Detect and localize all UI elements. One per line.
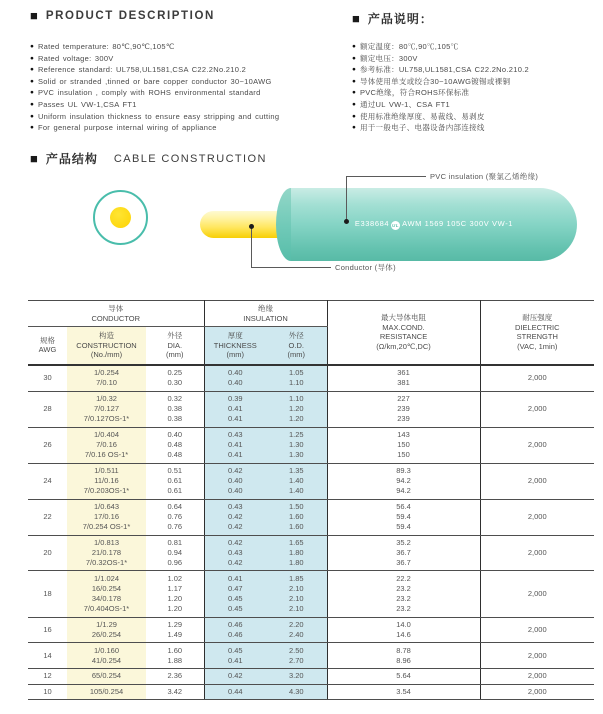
cell-resistance: 5.64 [327,669,480,685]
bullet-icon: ● [30,54,34,62]
cell-resistance: 143 150 150 [327,427,480,463]
bullet-icon: ● [30,100,34,108]
cable-construction-header [30,150,267,167]
bullet-text: Reference standard: UL758,UL1581,CSA C22.2No.210.2 [37,65,247,75]
cell-od: 3.20 [266,669,327,685]
ul-logo-icon: UL [392,223,400,228]
bullet-text: 通过UL VW-1、CSA FT1 [359,99,450,109]
header-insulation-group: 绝缘 INSULATION [204,301,327,327]
cell-dielectric: 2,000 [480,669,594,685]
conductor-leader-dot [249,224,254,229]
header-conductor-group: 导体 CONDUCTOR [28,301,204,327]
cell-awg: 14 [28,643,67,669]
cell-thickness: 0.46 0.46 [204,617,266,643]
cell-thickness: 0.42 0.43 0.42 [204,535,266,571]
table-row [28,391,594,427]
cell-od: 2.50 2.70 [266,643,327,669]
cell-od: 1.10 1.20 1.20 [266,391,327,427]
table-group-header-row [28,301,594,327]
bullet-item [30,87,355,99]
cable-print-cert-number: E338684 [354,219,390,228]
bullet-text: 额定温度：80℃,90℃,105℃ [359,42,459,51]
cell-dielectric: 2,000 [480,571,594,617]
bullet-item [30,76,355,88]
cell-construction: 1/0.813 21/0.178 7/0.32OS-1* [67,535,146,571]
pvc-leader-line-vertical [346,176,347,221]
cell-construction: 1/0.404 7/0.16 7/0.16 OS-1* [67,427,146,463]
cell-construction: 1/0.511 11/0.16 7/0.203OS-1* [67,463,146,499]
cell-dia: 0.64 0.76 0.76 [146,499,204,535]
cell-dia: 0.32 0.38 0.38 [146,391,204,427]
header-thickness: 厚度 THICKNESS (mm) [204,327,266,365]
description-list-en [30,41,355,134]
cell-dia: 2.36 [146,669,204,685]
table-row [28,571,594,617]
bullet-icon: ● [352,54,356,62]
spec-table [28,300,594,700]
bullet-item [30,99,355,111]
bullet-icon: ● [30,77,34,85]
bullet-item [352,122,603,134]
cell-dielectric: 2,000 [480,365,594,391]
cell-thickness: 0.39 0.41 0.41 [204,391,266,427]
bullet-icon: ● [352,77,356,85]
product-description-cn-header [352,10,433,27]
header-max-resistance: 最大导体电阻 MAX.COND. RESISTANCE (Ω/km,20℃,DC) [327,301,480,365]
construction-title-cn: 产品结构 [45,152,98,166]
cell-dia: 0.40 0.48 0.48 [146,427,204,463]
cell-awg: 22 [28,499,67,535]
product-description-cn-title: 产品说明： [367,12,433,26]
product-description-header [30,10,215,22]
header-od: 外径 O.D. (mm) [266,327,327,365]
pvc-insulation-label: PVC insulation (聚氯乙烯绝缘) [430,172,539,181]
bullet-text: PVC绝缘，符合ROHS环保标准 [359,88,470,98]
cell-resistance: 3.54 [327,684,480,700]
bullet-item [30,53,355,65]
bullet-icon: ● [352,100,356,108]
bullet-text: Rated temperature: 80℃,90℃,105℃ [37,42,175,51]
bullet-item [352,64,603,76]
bullet-item [352,53,603,65]
cable-print [291,219,577,230]
conductor-leader-line-horizontal [251,267,331,268]
bullet-icon: ● [352,112,356,120]
pvc-leader-line-horizontal [346,176,426,177]
cell-dielectric: 2,000 [480,499,594,535]
product-description-title: PRODUCT DESCRIPTION [45,10,215,22]
bullet-item [30,41,355,53]
bullet-icon: ● [30,124,34,132]
section-square-icon: ■ [352,10,360,26]
cell-dia: 1.02 1.17 1.20 1.20 [146,571,204,617]
bullet-icon: ● [30,66,34,74]
cell-dielectric: 2,000 [480,643,594,669]
conductor-leader-line-vertical [251,226,252,268]
table-row [28,463,594,499]
cell-dia: 0.25 0.30 [146,365,204,391]
pvc-leader-dot [344,219,349,224]
cell-dielectric: 2,000 [480,617,594,643]
bullet-text: 参考标准：UL758,UL1581,CSA C22.2No.210.2 [359,65,530,75]
cell-od: 1.65 1.80 1.80 [266,535,327,571]
header-dia: 外径 DIA. (mm) [146,327,204,365]
cell-dielectric: 2,000 [480,463,594,499]
bullet-icon: ● [30,43,34,50]
cell-awg: 26 [28,427,67,463]
cross-section-conductor-core [110,207,131,228]
bullet-text: PVC insulation , comply with ROHS environmental standard [37,88,261,98]
bullet-icon: ● [352,124,356,132]
cell-od: 4.30 [266,684,327,700]
spec-table-body [28,365,594,700]
cell-dielectric: 2,000 [480,391,594,427]
section-square-icon: ■ [30,150,38,166]
cell-dia: 1.60 1.88 [146,643,204,669]
bullet-icon: ● [352,89,356,97]
cell-dielectric: 2,000 [480,535,594,571]
cell-od: 1.35 1.40 1.40 [266,463,327,499]
cell-awg: 18 [28,571,67,617]
cell-resistance: 22.2 23.2 23.2 23.2 [327,571,480,617]
cell-resistance: 8.78 8.96 [327,643,480,669]
bullet-item [30,122,355,134]
cell-od: 2.20 2.40 [266,617,327,643]
cell-od: 1.50 1.60 1.60 [266,499,327,535]
bullet-text: Passes UL VW-1,CSA FT1 [37,99,137,109]
cell-awg: 20 [28,535,67,571]
cell-dia: 0.51 0.61 0.61 [146,463,204,499]
cell-thickness: 0.40 0.40 [204,365,266,391]
cell-resistance: 227 239 239 [327,391,480,427]
cell-construction: 65/0.254 [67,669,146,685]
cell-construction: 1/0.160 41/0.254 [67,643,146,669]
table-row [28,643,594,669]
cell-awg: 16 [28,617,67,643]
cell-thickness: 0.45 0.41 [204,643,266,669]
description-list-cn [352,41,603,134]
bullet-icon: ● [352,66,356,74]
cell-resistance: 361 381 [327,365,480,391]
cell-resistance: 89.3 94.2 94.2 [327,463,480,499]
cell-od: 1.25 1.30 1.30 [266,427,327,463]
table-row [28,365,594,391]
cell-resistance: 35.2 36.7 36.7 [327,535,480,571]
bullet-icon: ● [30,112,34,120]
bullet-text: Uniform insulation thickness to ensure easy stripping and cutting [37,111,280,121]
cell-dia: 3.42 [146,684,204,700]
cell-awg: 24 [28,463,67,499]
cell-awg: 28 [28,391,67,427]
table-row [28,669,594,685]
conductor-label: Conductor (导体) [335,263,396,272]
table-row [28,684,594,700]
bullet-text: 额定电压：300V [359,53,418,63]
bullet-text: Solid or stranded ,tinned or bare copper conductor 30~10AWG [37,76,272,86]
cell-od: 1.05 1.10 [266,365,327,391]
cell-construction: 1/0.32 7/0.127 7/0.127OS-1* [67,391,146,427]
cell-construction: 1/1.29 26/0.254 [67,617,146,643]
cell-dielectric: 2,000 [480,427,594,463]
bullet-icon: ● [30,89,34,97]
bullet-item [352,99,603,111]
spec-table-wrap [28,300,594,700]
cell-dielectric: 2,000 [480,684,594,700]
bullet-text: 用于一般电子、电器设备内部连接线 [359,123,485,133]
cell-dia: 0.81 0.94 0.96 [146,535,204,571]
cell-awg: 30 [28,365,67,391]
bullet-text: 导体使用单支或绞合30~10AWG镀锡或裸铜 [359,76,511,86]
cell-thickness: 0.42 0.40 0.40 [204,463,266,499]
header-construction: 构造 CONSTRUCTION (No./mm) [67,327,146,365]
bullet-text: Rated voltage: 300V [37,53,114,63]
cell-awg: 10 [28,684,67,700]
cell-thickness: 0.44 [204,684,266,700]
table-row [28,427,594,463]
cell-resistance: 14.0 14.6 [327,617,480,643]
cell-thickness: 0.43 0.41 0.41 [204,427,266,463]
bullet-item [352,111,603,123]
cell-resistance: 56.4 59.4 59.4 [327,499,480,535]
bullet-item [352,41,603,53]
cell-construction: 1/1.024 16/0.254 34/0.178 7/0.404OS-1* [67,571,146,617]
cell-thickness: 0.42 [204,669,266,685]
cell-thickness: 0.43 0.42 0.42 [204,499,266,535]
bullet-icon: ● [352,43,356,50]
bullet-item [30,111,355,123]
cell-construction: 1/0.254 7/0.10 [67,365,146,391]
bullet-item [352,76,603,88]
cell-awg: 12 [28,669,67,685]
cell-od: 1.85 2.10 2.10 2.10 [266,571,327,617]
cell-construction: 1/0.643 17/0.16 7/0.254 OS-1* [67,499,146,535]
construction-title-en: CABLE CONSTRUCTION [113,152,267,165]
table-row [28,617,594,643]
bullet-text: 使用标准绝缘厚度、易裁线、易剥皮 [359,111,485,121]
cable-print-rating: AWM 1569 105C 300V VW-1 [402,219,514,228]
bullet-text: For general purpose internal wiring of appliance [37,123,217,133]
table-row [28,499,594,535]
table-row [28,535,594,571]
cell-thickness: 0.41 0.47 0.45 0.45 [204,571,266,617]
header-dielectric-strength: 耐压强度 DIELECTRIC STRENGTH (VAC, 1min) [480,301,594,365]
cell-dia: 1.29 1.49 [146,617,204,643]
section-square-icon: ■ [30,8,38,23]
cable-cross-section [93,190,148,245]
bullet-item [30,64,355,76]
bullet-item [352,87,603,99]
header-awg: 规格 AWG [28,327,67,365]
cell-construction: 105/0.254 [67,684,146,700]
